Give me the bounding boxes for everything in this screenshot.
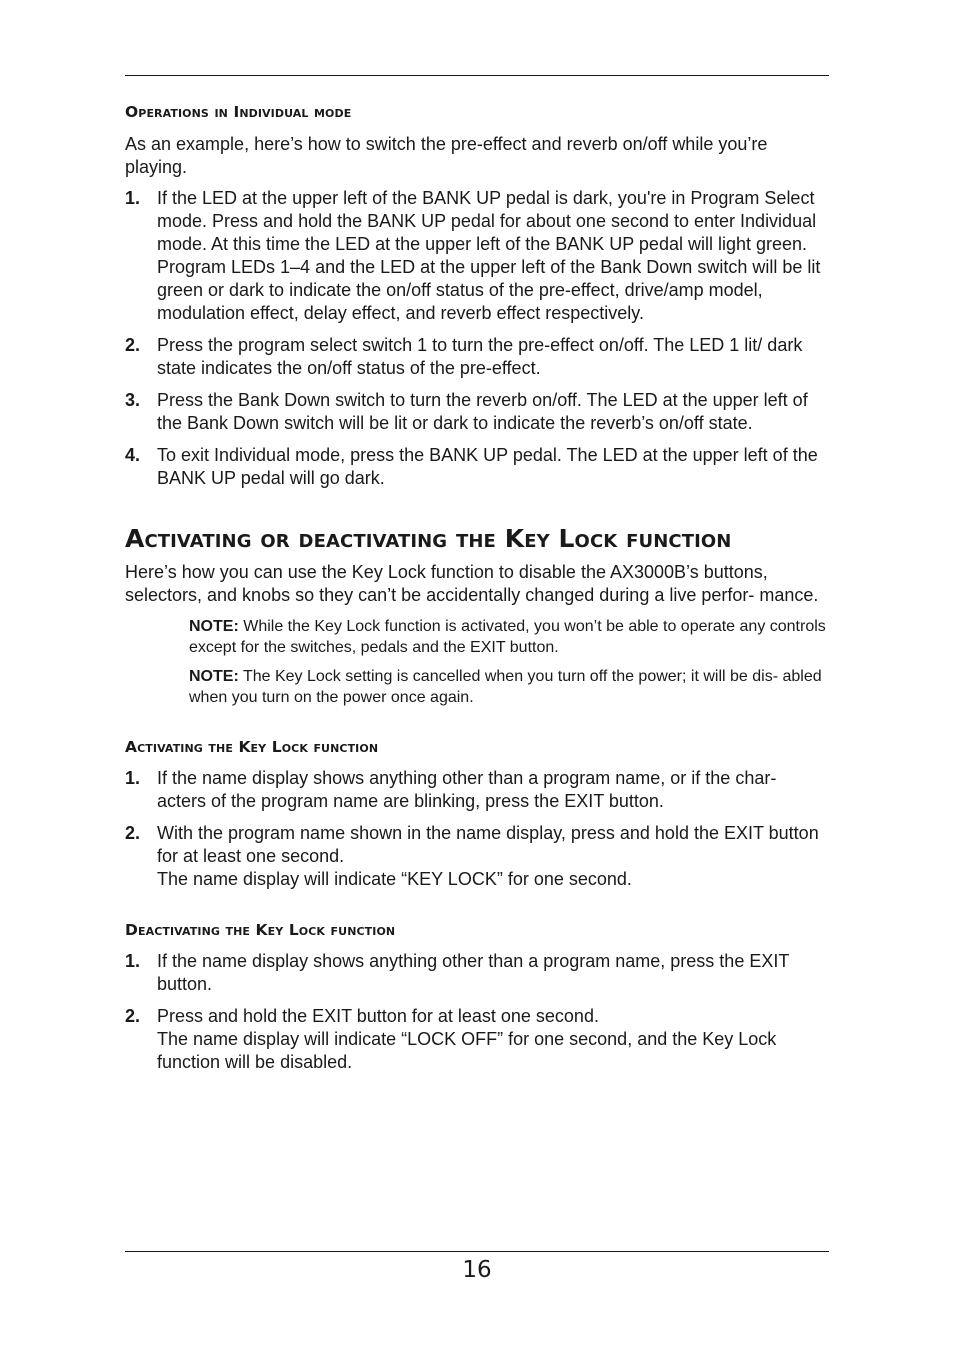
step-number: 1. <box>125 188 141 208</box>
step-text: Press and hold the EXIT button for at least one second. <box>157 1006 599 1026</box>
step-number: 3. <box>125 390 141 410</box>
list-item <box>125 334 829 380</box>
list-item <box>125 389 829 435</box>
note-label: NOTE: <box>189 668 239 685</box>
list-item <box>125 822 829 891</box>
note-1 <box>189 616 829 658</box>
list-item <box>125 444 829 490</box>
step-number: 2. <box>125 823 141 843</box>
ops-steps-list <box>125 187 829 490</box>
footer-rule <box>125 1251 829 1252</box>
step-text: If the LED at the upper left of the BANK UP pedal is dark, you're in Program Select mode. Press and hold the BANK UP pedal for about one second to enter Individual mode. At this time the LED at the upper left of the BANK UP pedal will light green. Program LEDs 1–4 and the LED at the upper left of the Bank Down switch will be lit green or dark to indicate the on/off status of the pre-effect, drive/amp model, modulation effect, delay effect, and reverb effect respectively. <box>157 188 821 323</box>
step-text: Press the Bank Down switch to turn the reverb on/off. The LED at the upper left of the Bank Down switch will be lit or dark to indicate the reverb’s on/off state. <box>157 390 808 433</box>
heading-activating-key-lock: Activating the Key Lock function <box>125 738 379 756</box>
step-number: 1. <box>125 768 141 788</box>
step-text: With the program name shown in the name display, press and hold the EXIT button for at least one second. <box>157 823 819 866</box>
step-result: The name display will indicate “LOCK OFF” for one second, and the Key Lock function will be disabled. <box>157 1029 777 1072</box>
deactivate-steps-list <box>125 950 829 1074</box>
step-text: If the name display shows anything other than a program name, or if the char- acters of the program name are blinking, press the EXIT button. <box>157 768 777 811</box>
heading-key-lock-function: Activating or deactivating the Key Lock function <box>125 524 732 553</box>
note-text: While the Key Lock function is activated, you won’t be able to operate any controls except for the switches, pedals and the EXIT button. <box>189 618 826 656</box>
list-item <box>125 1005 829 1074</box>
header-rule <box>125 75 829 76</box>
list-item <box>125 767 829 813</box>
note-text: The Key Lock setting is cancelled when you turn off the power; it will be dis- abled when you turn on the power once again. <box>189 668 822 706</box>
step-text: To exit Individual mode, press the BANK UP pedal. The LED at the upper left of the BANK UP pedal will go dark. <box>157 445 818 488</box>
list-item <box>125 950 829 996</box>
keylock-intro: Here’s how you can use the Key Lock function to disable the AX3000B’s buttons, selectors, and knobs so they can’t be accidentally changed during a live perfor- mance. <box>125 562 819 605</box>
step-text: Press the program select switch 1 to turn the pre-effect on/off. The LED 1 lit/ dark state indicates the on/off status of the pre-effect. <box>157 335 803 378</box>
step-number: 4. <box>125 445 141 465</box>
step-number: 2. <box>125 335 141 355</box>
note-2 <box>189 666 829 708</box>
activate-steps-list <box>125 767 829 891</box>
page-number: 16 <box>462 1257 492 1283</box>
note-label: NOTE: <box>189 618 239 635</box>
step-number: 1. <box>125 951 141 971</box>
ops-intro: As an example, here’s how to switch the pre-effect and reverb on/off while you’re playing. <box>125 134 768 177</box>
heading-deactivating-key-lock: Deactivating the Key Lock function <box>125 921 396 939</box>
step-result: The name display will indicate “KEY LOCK” for one second. <box>157 869 632 889</box>
heading-operations-individual-mode: Operations in Individual mode <box>125 103 352 121</box>
step-text: If the name display shows anything other than a program name, press the EXIT button. <box>157 951 790 994</box>
list-item <box>125 187 829 325</box>
step-number: 2. <box>125 1006 141 1026</box>
page-content <box>125 100 829 1074</box>
